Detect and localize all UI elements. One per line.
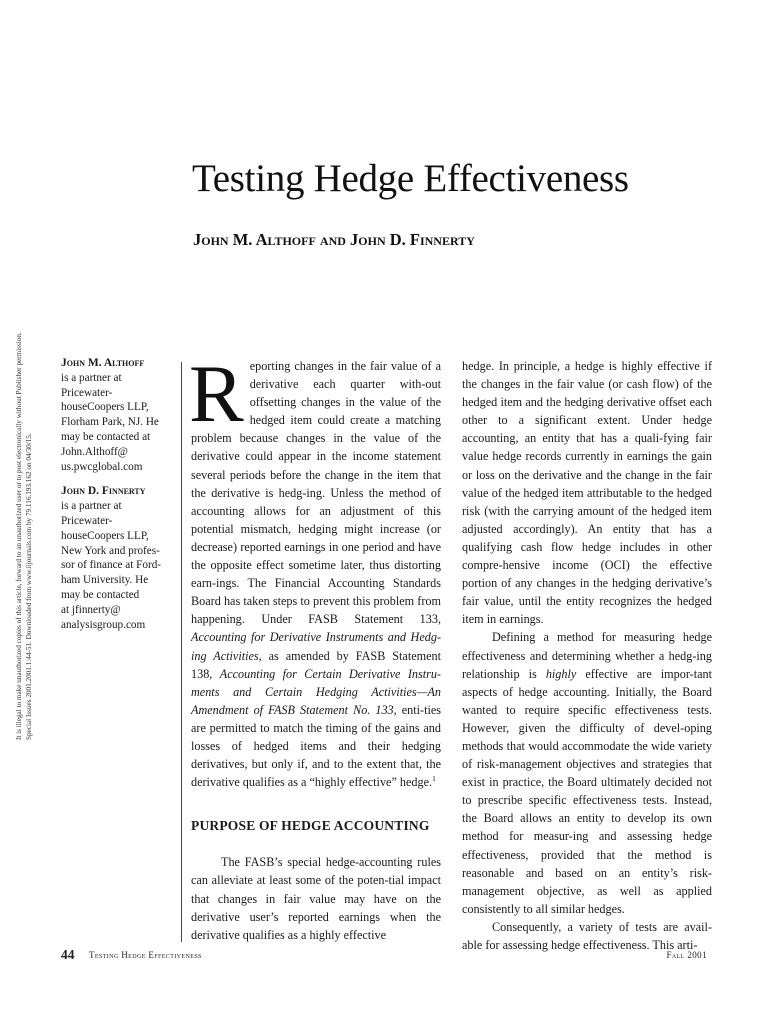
running-title: Testing Hedge Effectiveness	[89, 950, 202, 960]
article-authors: John M. Althoff and John D. Finnerty	[193, 230, 475, 249]
author-bio-line: is a partner at Pricewater-	[61, 371, 122, 399]
author-bio-line: may be contacted	[61, 588, 140, 601]
statement-title: Accounting for Certain Derivative Instru-ments and Certain Hedging Activities—An Amendment of FASB Statement No. 133	[191, 666, 441, 717]
body-text: Defining a method for measuring hedge effectiveness and determining whether a hedg-ing relationship is	[462, 630, 712, 681]
article-title: Testing Hedge Effectiveness	[192, 157, 629, 200]
copyright-notice-line-2: Special Issues 2001.2001.1:44-51. Downloaded from www.iijournals.com by 79.116.193.162 on 04/30/15.	[25, 433, 33, 740]
author-bio-althoff	[61, 356, 173, 474]
author-bio-line: at jfinnerty@	[61, 603, 121, 616]
body-paragraph: hedge. In principle, a hedge is highly effective if the changes in the fair value (or cash flow) of the hedged item and the hedging derivative offset each other to a significant extent. Under hedge accounting, an entity that has a quali-fying fair value hedge records currently in earnings the gain or loss on the derivative and the change in the fair value of the hedged item attributable to the hedged risk (with the carrying amount of the hedged item adjusted accordingly). An entity that has a qualifying cash flow hedge includes in other compre-hensive income (OCI) the effective portion of any changes in the hedging derivative’s fair value, until the entity recognizes the hedged item in earnings.	[462, 359, 712, 627]
author-bio-line: may be contacted at	[61, 430, 151, 443]
author-bio-line: houseCoopers LLP,	[61, 529, 149, 542]
author-bio-line: John.Althoff@	[61, 445, 128, 458]
body-text: eporting changes in the fair value of a derivative each quarter with-out offsetting changes in the value of the hedged item could create a matching problem because changes in the value of the derivative could appear in the income statement several periods before the change in the item that the derivative is hedg-ing. Unless the method of accounting allows for an adjustment of this potential mismatch, hedging might increase (or decrease) reported earnings in one period and have the opposite effect sometime later, thus distorting earn-ings. The Financial Accounting Standards Board has taken steps to prevent this problem from happening. Under FASB Statement 133,	[191, 359, 441, 627]
body-text: , as amended by FASB Statement 138,	[191, 648, 441, 681]
author-bio-finnerty	[61, 484, 173, 632]
copyright-notice	[14, 240, 34, 740]
author-bio-line: sor of finance at Ford-	[61, 559, 162, 572]
copyright-notice-line-1: It is illegal to make unauthorized copies of this article, forward to an unauthorized user or to post electronically without Publisher permission.	[15, 332, 23, 740]
body-text: effective are impor-tant aspects of hedge accounting. Initially, the Board wanted to require specific effectiveness tests. However, given the difficulty of devel-oping methods that would accommodate the wide variety of risk-management objectives and strategies that exist in practice, the Board ultimately decided not to prescribe specific effectiveness tests. Instead, the Board allows an entity to develop its own method for measur-ing and assessing hedge effectiveness, provided that the method is reasonable and based on an entity’s risk-management objective, as well as applied consistently to all similar hedges.	[462, 666, 713, 916]
author-bio-line: New York and profes-	[61, 544, 160, 557]
body-column-1	[189, 348, 441, 944]
author-bio-line: analysisgroup.com	[61, 618, 146, 631]
author-bio-line: us.pwcglobal.com	[61, 460, 143, 473]
column-divider	[181, 362, 182, 942]
author-bio-name: John D. Finnerty	[61, 485, 146, 498]
author-bio-line: houseCoopers LLP,	[61, 401, 149, 414]
page-number: 44	[61, 947, 75, 962]
section-heading: PURPOSE OF HEDGE ACCOUNTING	[191, 818, 430, 834]
body-text: , enti-ties are permitted to match the timing of the gains and losses of hedged items and their hedging derivatives, but only if, and to the extent that, the derivative qualifies as a “highly effective” hedge.	[191, 702, 441, 790]
body-column-2	[462, 357, 712, 954]
author-bio-line: is a partner at Pricewater-	[61, 500, 122, 527]
author-bios	[61, 356, 173, 642]
issue-label: Fall 2001	[666, 950, 707, 960]
body-paragraph: Consequently, a variety of tests are avail-able for assessing hedge effectiveness. This arti-	[462, 919, 712, 952]
author-bio-line: Florham Park, NJ. He	[61, 416, 159, 429]
footnote-marker: 1	[432, 774, 436, 784]
author-bio-line: ham University. He	[61, 574, 149, 587]
body-paragraph: The FASB’s special hedge-accounting rules can alleviate at least some of the poten-tial impact that changes in fair value may have on the derivative user’s reported earnings when the derivative qualifies as a highly effective	[191, 855, 441, 942]
body-paragraph	[462, 628, 712, 918]
drop-cap: R	[189, 348, 244, 439]
author-bio-name: John M. Althoff	[61, 357, 145, 369]
emphasis-text: highly	[545, 666, 577, 681]
body-paragraph	[189, 348, 441, 791]
statement-title: Accounting for Derivative Instruments and Hedg-ing Activities	[191, 630, 441, 663]
